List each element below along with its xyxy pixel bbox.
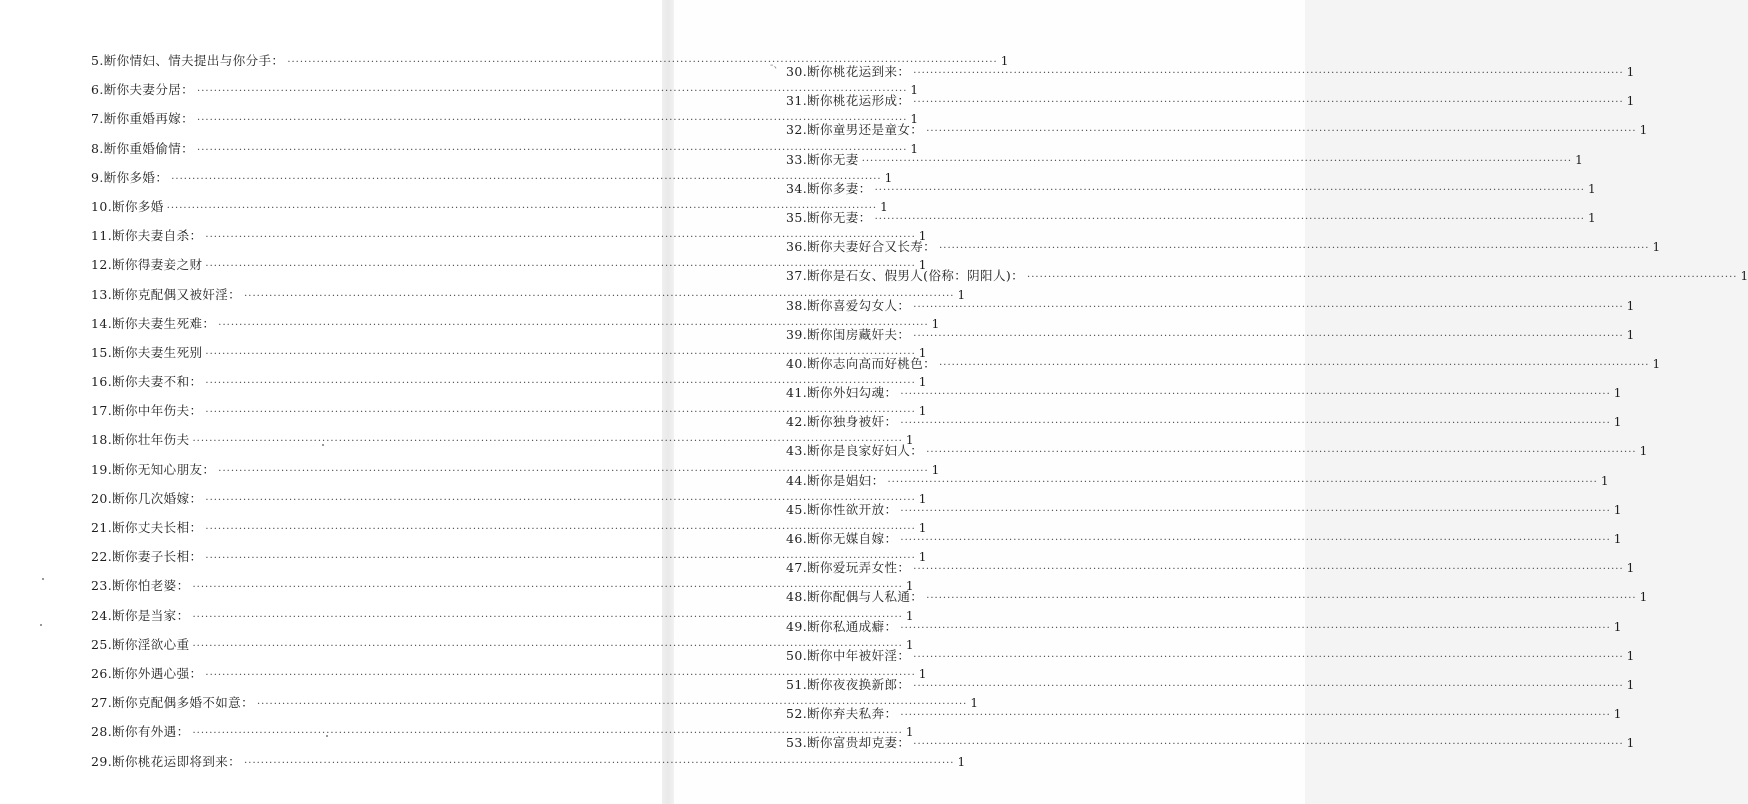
toc-entry-title: 43.断你是良家好妇人： bbox=[786, 443, 924, 459]
toc-entry-title: 41.断你外妇勾魂： bbox=[786, 385, 898, 401]
toc-entry bbox=[786, 291, 1635, 320]
right-toc-list bbox=[786, 57, 1748, 758]
toc-entry bbox=[786, 436, 1648, 465]
toc-entry bbox=[786, 612, 1622, 641]
toc-entry-title: 25.断你淫欲心重 bbox=[91, 636, 190, 652]
toc-entry-title: 7.断你重婚再嫁： bbox=[91, 111, 195, 127]
dot-leader bbox=[913, 643, 1623, 672]
toc-entry-page-number: 1 bbox=[880, 199, 888, 214]
toc-entry-page-number: 1 bbox=[918, 521, 927, 535]
toc-entry bbox=[786, 203, 1596, 232]
toc-entry-title: 47.断你爱玩弄女性： bbox=[786, 560, 911, 576]
toc-entry-title: 40.断你志向高而好桃色： bbox=[786, 355, 937, 371]
dot-leader bbox=[167, 194, 877, 223]
toc-entry-title: 10.断你多婚 bbox=[91, 198, 164, 214]
dot-leader bbox=[900, 409, 1610, 438]
dot-leader bbox=[926, 438, 1636, 467]
toc-entry bbox=[786, 495, 1622, 524]
toc-entry bbox=[786, 320, 1635, 349]
toc-entry-page-number: 1 bbox=[918, 491, 927, 506]
toc-entry-title: 51.断你夜夜换新郎： bbox=[786, 676, 911, 692]
scan-speck bbox=[42, 578, 44, 580]
dot-leader bbox=[913, 672, 1623, 701]
dot-leader bbox=[1027, 263, 1737, 292]
toc-entry-title: 19.断你无知心朋友： bbox=[91, 461, 216, 477]
toc-entry-title: 14.断你夫妻生死难： bbox=[91, 315, 216, 331]
toc-entry bbox=[91, 747, 966, 769]
toc-entry-page-number: 1 bbox=[1000, 54, 1009, 68]
toc-entry-page-number: 1 bbox=[918, 375, 927, 390]
toc-entry-page-number: 1 bbox=[905, 608, 914, 623]
toc-entry-page-number: 1 bbox=[1639, 444, 1648, 459]
toc-entry bbox=[786, 349, 1661, 378]
toc-entry-title: 22.断你妻子长相： bbox=[91, 549, 203, 565]
dot-leader bbox=[926, 584, 1636, 613]
dot-leader bbox=[900, 497, 1610, 526]
toc-entry-page-number: 1 bbox=[1613, 415, 1622, 430]
toc-entry-page-number: 1 bbox=[957, 287, 966, 302]
toc-entry-page-number: 1 bbox=[1626, 65, 1635, 79]
toc-entry-page-number: 1 bbox=[1740, 269, 1748, 284]
toc-entry bbox=[786, 728, 1635, 757]
toc-entry-title: 27.断你克配偶多婚不如意： bbox=[91, 695, 254, 711]
toc-entry-title: 33.断你无妻 bbox=[786, 151, 859, 167]
toc-entry-title: 23.断你怕老婆： bbox=[91, 578, 190, 594]
dot-leader bbox=[913, 730, 1623, 759]
toc-entry bbox=[786, 57, 1635, 86]
toc-entry-page-number: 1 bbox=[918, 345, 927, 360]
toc-entry-title: 16.断你夫妻不和： bbox=[91, 374, 203, 390]
dot-leader bbox=[875, 176, 1585, 205]
dot-leader bbox=[171, 165, 881, 194]
toc-entry-page-number: 1 bbox=[905, 725, 914, 740]
toc-entry-title: 29.断你桃花运即将到来： bbox=[91, 753, 242, 769]
toc-entry-title: 37.断你是石女、假男人(俗称：阴阳人)： bbox=[786, 268, 1025, 284]
toc-entry-page-number: 1 bbox=[970, 696, 979, 711]
toc-entry-title: 18.断你壮年伤夫 bbox=[91, 432, 190, 448]
toc-entry-page-number: 1 bbox=[918, 550, 927, 565]
toc-entry-page-number: 1 bbox=[1613, 502, 1622, 517]
toc-entry-page-number: 1 bbox=[1626, 94, 1635, 109]
scan-speck bbox=[40, 624, 42, 626]
toc-entry-title: 8.断你重婚偷情： bbox=[91, 140, 195, 156]
toc-entry bbox=[786, 699, 1622, 728]
toc-entry-page-number: 1 bbox=[910, 112, 919, 127]
dot-leader bbox=[939, 234, 1649, 263]
toc-entry-page-number: 1 bbox=[931, 316, 940, 331]
toc-entry-title: 20.断你几次婚嫁： bbox=[91, 490, 203, 506]
toc-entry-title: 5.断你情妇、情夫提出与你分手： bbox=[91, 53, 285, 68]
toc-entry-title: 9.断你多婚： bbox=[91, 169, 169, 185]
toc-entry bbox=[786, 670, 1635, 699]
scan-mark: -、 bbox=[770, 60, 784, 71]
toc-entry-page-number: 1 bbox=[1626, 736, 1635, 751]
toc-entry-title: 49.断你私通成癖： bbox=[786, 618, 898, 634]
toc-entry-page-number: 1 bbox=[884, 170, 893, 185]
toc-entry bbox=[786, 115, 1648, 144]
toc-entry bbox=[786, 261, 1748, 290]
toc-entry-title: 24.断你是当家： bbox=[91, 607, 190, 623]
toc-entry-title: 15.断你夫妻生死别 bbox=[91, 344, 203, 360]
toc-entry bbox=[786, 86, 1635, 115]
dot-leader bbox=[862, 147, 1572, 176]
toc-entry bbox=[786, 466, 1609, 495]
toc-entry-page-number: 1 bbox=[1626, 327, 1635, 342]
toc-entry bbox=[91, 250, 927, 279]
toc-entry-title: 42.断你独身被奸： bbox=[786, 414, 898, 430]
toc-entry-title: 45.断你性欲开放： bbox=[786, 501, 898, 517]
scan-speck bbox=[326, 735, 328, 737]
toc-entry-page-number: 1 bbox=[1613, 532, 1622, 546]
toc-entry-page-number: 1 bbox=[1626, 677, 1635, 692]
toc-entry-title: 39.断你闺房藏奸夫： bbox=[786, 326, 911, 342]
dot-leader bbox=[887, 468, 1597, 497]
toc-entry-title: 52.断你弃夫私奔： bbox=[786, 706, 898, 722]
toc-entry-title: 34.断你多妻： bbox=[786, 180, 872, 196]
dot-leader bbox=[913, 322, 1623, 351]
dot-leader bbox=[875, 205, 1585, 234]
toc-entry-page-number: 1 bbox=[1587, 181, 1596, 196]
toc-entry-page-number: 1 bbox=[1626, 298, 1635, 313]
toc-entry-title: 36.断你夫妻好合又长寿： bbox=[786, 239, 937, 255]
toc-entry-page-number: 1 bbox=[905, 579, 914, 594]
toc-entry-page-number: 1 bbox=[957, 754, 966, 769]
toc-entry-page-number: 1 bbox=[1652, 240, 1661, 255]
toc-entry-page-number: 1 bbox=[1613, 707, 1622, 722]
toc-entry-page-number: 1 bbox=[1575, 152, 1583, 167]
toc-entry-page-number: 1 bbox=[1639, 123, 1648, 138]
toc-entry bbox=[786, 524, 1622, 553]
toc-entry-title: 31.断你桃花运形成： bbox=[786, 93, 911, 109]
toc-entry-page-number: 1 bbox=[918, 404, 927, 419]
toc-entry-page-number: 1 bbox=[1639, 590, 1648, 605]
toc-entry-page-number: 1 bbox=[918, 229, 927, 244]
toc-entry bbox=[786, 145, 1583, 174]
toc-entry-page-number: 1 bbox=[931, 462, 940, 477]
toc-entry bbox=[786, 174, 1596, 203]
toc-entry-page-number: 1 bbox=[1626, 561, 1635, 576]
toc-entry-title: 44.断你是娼妇： bbox=[786, 472, 885, 488]
toc-entry-page-number: 1 bbox=[1587, 210, 1596, 225]
scan-speck bbox=[322, 444, 324, 446]
toc-entry bbox=[786, 378, 1622, 407]
toc-entry-title: 38.断你喜爱勾女人： bbox=[786, 297, 911, 313]
toc-entry bbox=[786, 232, 1661, 261]
toc-entry-title: 28.断你有外遇： bbox=[91, 724, 190, 740]
toc-entry bbox=[786, 641, 1635, 670]
dot-leader bbox=[913, 555, 1623, 584]
dot-leader bbox=[913, 59, 1623, 88]
toc-entry-page-number: 1 bbox=[1652, 356, 1661, 371]
toc-entry bbox=[786, 553, 1635, 582]
toc-entry-page-number: 1 bbox=[1626, 648, 1635, 663]
toc-entry-page-number: 1 bbox=[918, 666, 927, 681]
toc-entry-page-number: 1 bbox=[910, 141, 919, 156]
toc-entry-title: 26.断你外遇心强： bbox=[91, 665, 203, 681]
toc-entry bbox=[786, 582, 1648, 611]
toc-entry-title: 46.断你无媒自嫁： bbox=[786, 531, 898, 546]
toc-entry-title: 21.断你丈夫长相： bbox=[91, 520, 203, 535]
toc-entry-page-number: 1 bbox=[1613, 619, 1622, 634]
toc-entry-page-number: 1 bbox=[1613, 386, 1622, 401]
toc-entry-title: 50.断你中年被奸淫： bbox=[786, 647, 911, 663]
toc-entry-title: 32.断你童男还是童女： bbox=[786, 122, 924, 138]
toc-entry-page-number: 1 bbox=[905, 433, 914, 448]
dot-leader bbox=[913, 88, 1623, 117]
toc-entry-page-number: 1 bbox=[1600, 473, 1609, 488]
toc-entry-title: 48.断你配偶与人私通： bbox=[786, 589, 924, 605]
toc-entry-title: 13.断你克配偶又被奸淫： bbox=[91, 286, 242, 302]
toc-entry-title: 17.断你中年伤夫： bbox=[91, 403, 203, 419]
dot-leader bbox=[900, 701, 1610, 730]
toc-entry bbox=[786, 407, 1622, 436]
dot-leader bbox=[926, 117, 1636, 146]
toc-entry-title: 30.断你桃花运到来： bbox=[786, 64, 911, 79]
dot-leader bbox=[900, 526, 1610, 555]
toc-entry-page-number: 1 bbox=[918, 258, 927, 273]
toc-entry-title: 11.断你夫妻自杀： bbox=[91, 228, 203, 244]
toc-entry-page-number: 1 bbox=[910, 83, 919, 98]
dot-leader bbox=[900, 380, 1610, 409]
toc-entry-title: 35.断你无妻： bbox=[786, 209, 872, 225]
toc-entry-page-number: 1 bbox=[905, 637, 914, 652]
dot-leader bbox=[900, 614, 1610, 643]
toc-entry-title: 12.断你得妻妾之财 bbox=[91, 257, 203, 273]
dot-leader bbox=[939, 351, 1649, 380]
toc-entry-title: 6.断你夫妻分居： bbox=[91, 82, 195, 98]
dot-leader bbox=[913, 293, 1623, 322]
toc-entry-title: 53.断你富贵却克妻： bbox=[786, 735, 911, 751]
